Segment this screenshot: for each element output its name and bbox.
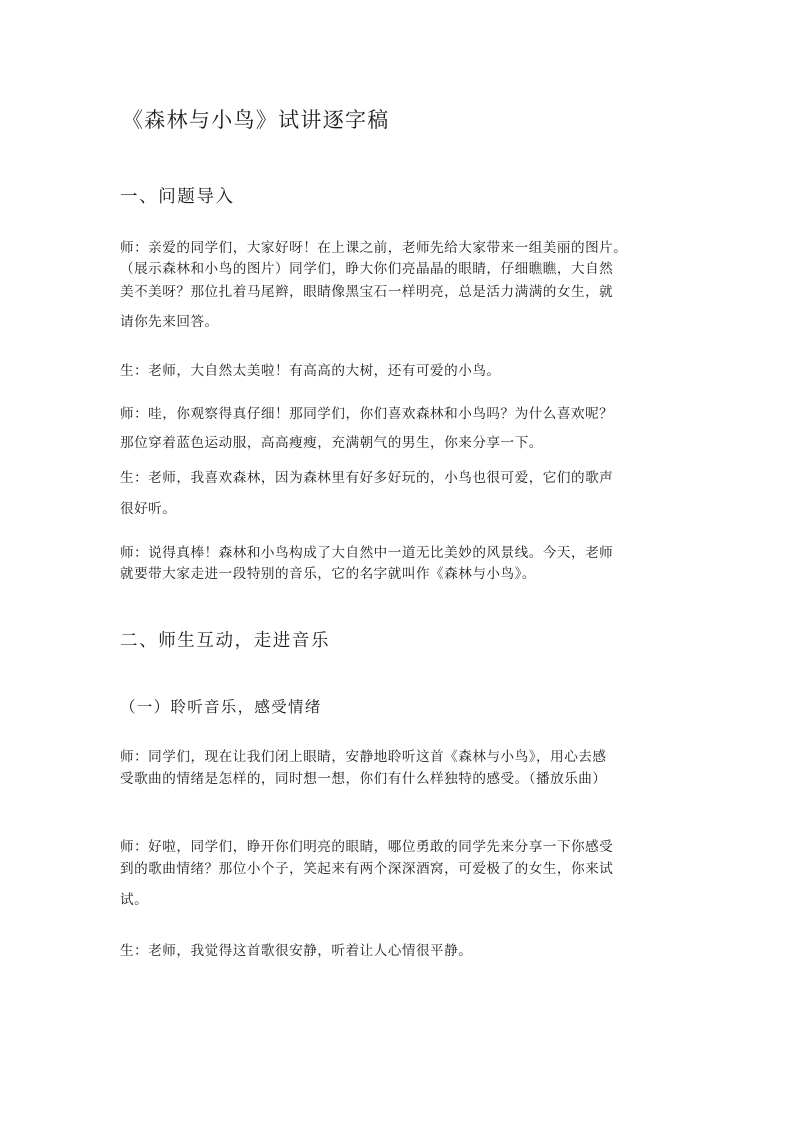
paragraph-line: 那位穿着蓝色运动服，高高瘦瘦，充满朝气的男生，你来分享一下。 (120, 435, 543, 451)
paragraph-line: （展示森林和小鸟的图片）同学们，睁大你们亮晶晶的眼睛，仔细瞧瞧，大自然 (120, 261, 614, 277)
paragraph-line: 师：同学们，现在让我们闭上眼睛，安静地聆听这首《森林与小鸟》，用心去感 (120, 749, 607, 765)
paragraph-line: 就要带大家走进一段特别的音乐，它的名字就叫作《森林与小鸟》。 (120, 566, 537, 582)
paragraph-line: 师：亲爱的同学们，大家好呀！在上课之前，老师先给大家带来一组美丽的图片。 (120, 240, 628, 256)
paragraph-line: 请你先来回答。 (120, 314, 219, 330)
section-heading-1: 一、问题导入 (120, 187, 235, 207)
paragraph-line: 到的歌曲情绪？那位小个子，笑起来有两个深深酒窝，可爱极了的女生，你来试 (120, 861, 614, 877)
section-heading-2: 二、师生互动，走进音乐 (120, 631, 331, 651)
paragraph-line: 试。 (120, 892, 149, 908)
paragraph-line: 师：好啦，同学们，睁开你们明亮的眼睛，哪位勇敢的同学先来分享一下你感受 (120, 839, 614, 855)
paragraph-line: 受歌曲的情绪是怎样的，同时想一想，你们有什么样独特的感受。（播放乐曲） (120, 771, 607, 787)
subsection-heading-1: （一）聆听音乐，感受情绪 (120, 698, 322, 716)
paragraph-line: 生：老师，我觉得这首歌很安静，听着让人心情很平静。 (120, 943, 473, 959)
paragraph-line: 美不美呀？那位扎着马尾辫，眼睛像黑宝石一样明亮，总是活力满满的女生，就 (120, 284, 614, 300)
document-title: 《森林与小鸟》试讲逐字稿 (122, 108, 390, 132)
paragraph-line: 很好听。 (120, 501, 177, 517)
paragraph-line: 生：老师，大自然太美啦！有高高的大树，还有可爱的小鸟。 (120, 363, 501, 379)
paragraph-line: 生：老师，我喜欢森林，因为森林里有好多好玩的，小鸟也很可爱，它们的歌声 (120, 470, 614, 486)
paragraph-line: 师：说得真棒！森林和小鸟构成了大自然中一道无比美妙的风景线。今天，老师 (120, 545, 614, 561)
paragraph-line: 师：哇，你观察得真仔细！那同学们，你们喜欢森林和小鸟吗？为什么喜欢呢？ (120, 406, 614, 422)
